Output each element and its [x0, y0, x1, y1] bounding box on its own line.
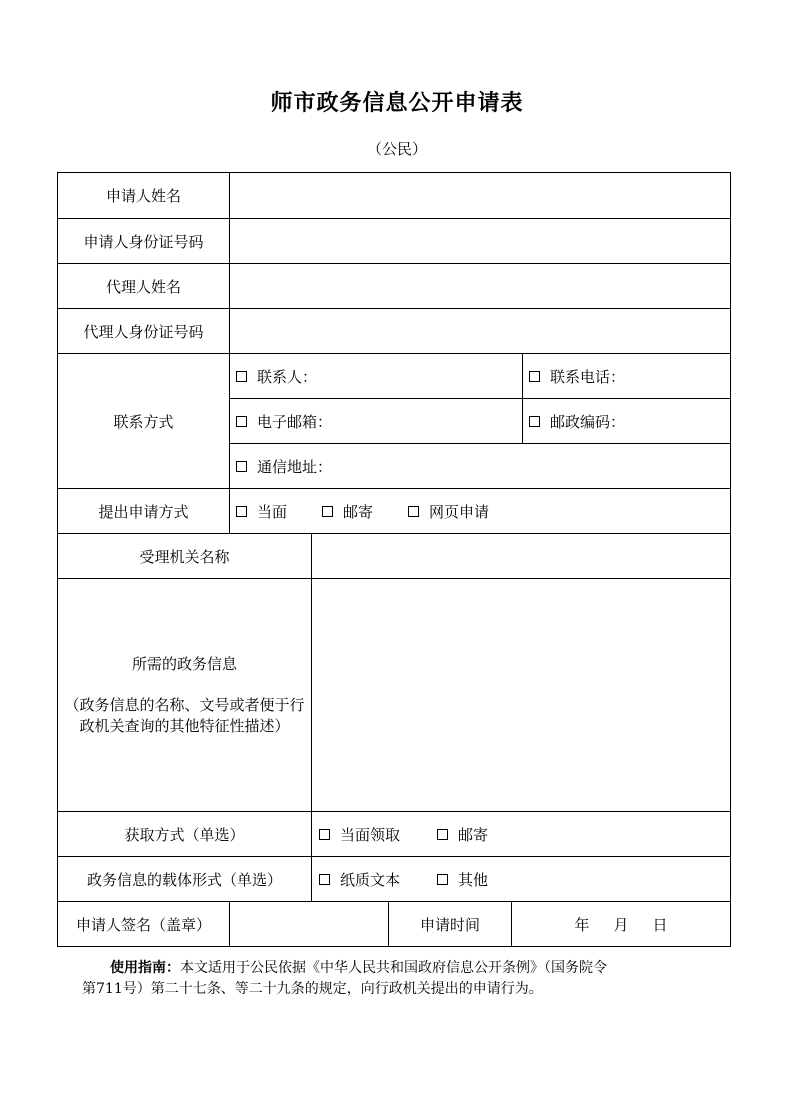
agency-name-field[interactable] [312, 534, 730, 578]
checkbox-icon[interactable] [319, 829, 330, 840]
carrier-option-label: 其他 [458, 870, 489, 889]
submit-option-label: 网页申请 [429, 502, 490, 521]
date-year-label: 年 [574, 915, 590, 934]
info-needed-title: 所需的政务信息 [131, 654, 237, 673]
checkbox-icon[interactable] [322, 506, 333, 517]
apply-date-field[interactable] [512, 902, 730, 946]
signature-field[interactable] [230, 902, 388, 946]
contact-address-option[interactable] [236, 444, 332, 488]
checkbox-icon[interactable] [319, 874, 330, 885]
carrier-other-option[interactable] [437, 857, 488, 901]
agent-name-field[interactable] [230, 264, 730, 308]
checkbox-icon[interactable] [529, 416, 540, 427]
acquire-option-label: 邮寄 [458, 825, 489, 844]
submit-mail-option[interactable] [322, 489, 373, 533]
applicant-id-label: 申请人身份证号码 [83, 232, 204, 251]
acquire-mail-option[interactable] [437, 812, 488, 856]
form-subtitle: （公民） [366, 140, 427, 158]
submit-method-label: 提出申请方式 [98, 502, 189, 521]
acquire-option-label: 当面领取 [340, 825, 401, 844]
contact-person-label: 联系人： [257, 367, 318, 386]
checkbox-icon[interactable] [437, 829, 448, 840]
date-month-label: 月 [613, 915, 629, 934]
submit-option-label: 当面 [257, 502, 288, 521]
contact-method-label: 联系方式 [113, 412, 174, 431]
contact-phone-label: 联系电话： [550, 367, 626, 386]
form-title: 师市政务信息公开申请表 [270, 90, 524, 116]
contact-person-option[interactable] [236, 354, 317, 398]
agent-id-label: 代理人身份证号码 [83, 322, 204, 341]
carrier-option-label: 纸质文本 [340, 870, 401, 889]
submit-option-label: 邮寄 [343, 502, 374, 521]
contact-zip-option[interactable] [529, 399, 625, 443]
contact-address-label: 通信地址： [257, 457, 333, 476]
applicant-name-field[interactable] [230, 173, 730, 218]
agency-name-label: 受理机关名称 [139, 547, 230, 566]
contact-email-label: 电子邮箱： [257, 412, 333, 431]
guide-line-1: 本文适用于公民依据《中华人民共和国政府信息公开条例》（国务院令 [180, 960, 607, 976]
guide-line-2: 第711号）第二十七条、等二十九条的规定，向行政机关提出的申请行为。 [82, 981, 543, 997]
submit-in-person-option[interactable] [236, 489, 287, 533]
checkbox-icon[interactable] [408, 506, 419, 517]
acquire-method-label: 获取方式（单选） [124, 825, 245, 844]
checkbox-icon[interactable] [236, 461, 247, 472]
carrier-paper-option[interactable] [319, 857, 400, 901]
checkbox-icon[interactable] [437, 874, 448, 885]
usage-guide [82, 958, 670, 1000]
checkbox-icon[interactable] [236, 416, 247, 427]
contact-phone-option[interactable] [529, 354, 625, 398]
guide-label: 使用指南： [110, 960, 180, 976]
application-form [57, 172, 731, 947]
info-needed-field[interactable] [312, 579, 730, 811]
applicant-id-field[interactable] [230, 219, 730, 263]
date-day-label: 日 [652, 915, 668, 934]
signature-label: 申请人签名（盖章） [75, 915, 211, 934]
checkbox-icon[interactable] [236, 506, 247, 517]
info-needed-note: （政务信息的名称、文号或者便于行政机关查询的其他特征性描述） [64, 695, 305, 735]
submit-web-option[interactable] [408, 489, 489, 533]
checkbox-icon[interactable] [236, 371, 247, 382]
agent-id-field[interactable] [230, 309, 730, 353]
contact-zip-label: 邮政编码： [550, 412, 626, 431]
info-needed-label [58, 579, 311, 811]
applicant-name-label: 申请人姓名 [105, 187, 181, 205]
checkbox-icon[interactable] [529, 371, 540, 382]
agent-name-label: 代理人姓名 [105, 277, 181, 296]
acquire-in-person-option[interactable] [319, 812, 400, 856]
apply-time-label: 申请时间 [419, 915, 480, 934]
carrier-form-label: 政务信息的载体形式（单选） [86, 870, 282, 889]
contact-email-option[interactable] [236, 399, 332, 443]
